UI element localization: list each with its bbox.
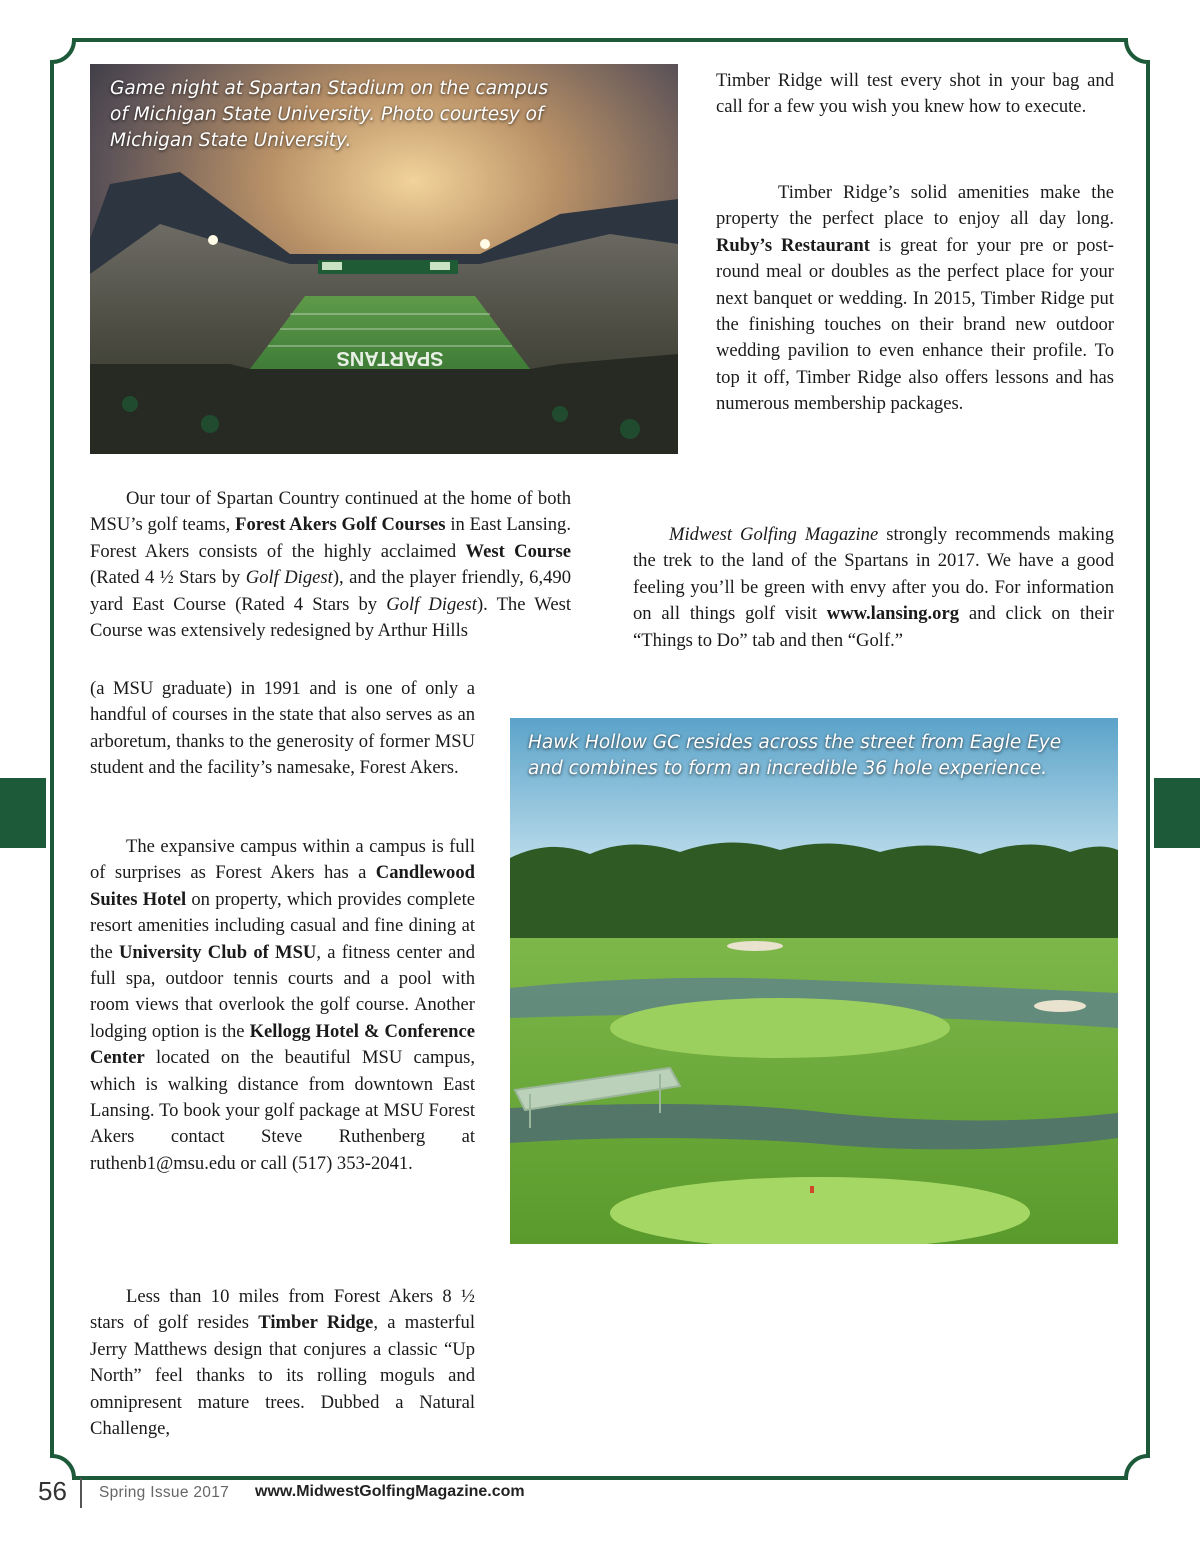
left-paragraph-3: Less than 10 miles from Forest Akers 8 ½ stars of golf resides Timber Ridge, a masterful Jerry Matthews design that conjures a classic “Up North” feel thanks to its rolling moguls and omnipresent mature trees. Dubbed a Natural Challenge, bbox=[90, 1286, 475, 1440]
left-paragraph-2: The expansive campus within a campus is full of surprises as Forest Akers has a Candlewood Suites Hotel on property, which provides complete resort amenities including casual and fine dining at the University Club of MSU, a fitness center and full spa, outdoor tennis courts and a pool with room views that overlook the golf course. Another lodging option is the Kellogg Hotel & Conference Center located on the beautiful MSU campus, which is walking distance from downtown East Lansing. To book your golf package at MSU Forest Akers contact Steve Ruthenberg at ruthenb1@msu.edu or call (517) 353-2041. bbox=[90, 836, 475, 1174]
side-tab-left bbox=[0, 778, 46, 848]
footer-divider bbox=[80, 1478, 82, 1508]
right-paragraph-2: Timber Ridge’s solid amenities make the property the perfect place to enjoy all day long. Ruby’s Restaurant is great for your pre or post-round meal or doubles as the perfect place for your next banquet or wedding. In 2015, Timber Ridge put the finishing touches on their brand new outdoor wedding pavilion to even enhance their profile. To top it off, Timber Ridge also offers lessons and has numerous membership packages. bbox=[716, 182, 1114, 415]
page-footer bbox=[0, 1476, 1200, 1536]
west-course-name: West Course bbox=[465, 540, 571, 562]
issue-label: Spring Issue 2017 bbox=[99, 1484, 230, 1501]
right-paragraph-3: Midwest Golfing Magazine strongly recommends making the trek to the land of the Spartans in 2017. We have a good feeling you’ll be green with envy after you do. For information on all things golf visit www.lansing.org and click on their “Things to Do” tab and then “Golf.” bbox=[633, 524, 1114, 651]
side-tab-right bbox=[1154, 778, 1200, 848]
golf-caption: Hawk Hollow GC resides across the street from Eagle Eye and combines to form an incredible 36 hole experience. bbox=[528, 732, 1062, 779]
stadium-caption: Game night at Spartan Stadium on the campus of Michigan State University. Photo courtesy of Michigan State University. bbox=[110, 78, 549, 151]
stadium-photo bbox=[90, 64, 678, 454]
left-paragraph-1-continued: (a MSU graduate) in 1991 and is one of only a handful of courses in the state that also serves as an arboretum, thanks to the generosity of former MSU student and the facility’s namesake, Forest Akers. bbox=[90, 678, 475, 779]
page-number: 56 bbox=[38, 1476, 67, 1506]
lansing-link[interactable]: www.lansing.org bbox=[826, 603, 960, 625]
website-link[interactable]: www.MidwestGolfingMagazine.com bbox=[255, 1483, 525, 1500]
left-paragraph-1: Our tour of Spartan Country continued at the home of both MSU’s golf teams, Forest Akers Golf Courses in East Lansing. Forest Akers consists of the highly acclaimed West Course (Rated 4 ½ Stars by Golf Digest), and the player friendly, 6,490 yard East Course (Rated 4 Stars by Golf Digest). The West Course was extensively redesigned by Arthur Hills bbox=[90, 488, 571, 642]
field-lettering: SPARTANS bbox=[336, 347, 444, 369]
right-paragraph-1: Timber Ridge will test every shot in your bag and call for a few you wish you knew how to execute. bbox=[716, 70, 1114, 118]
forest-akers-name: Forest Akers Golf Courses bbox=[235, 514, 446, 536]
golf-course-photo bbox=[510, 718, 1118, 1244]
